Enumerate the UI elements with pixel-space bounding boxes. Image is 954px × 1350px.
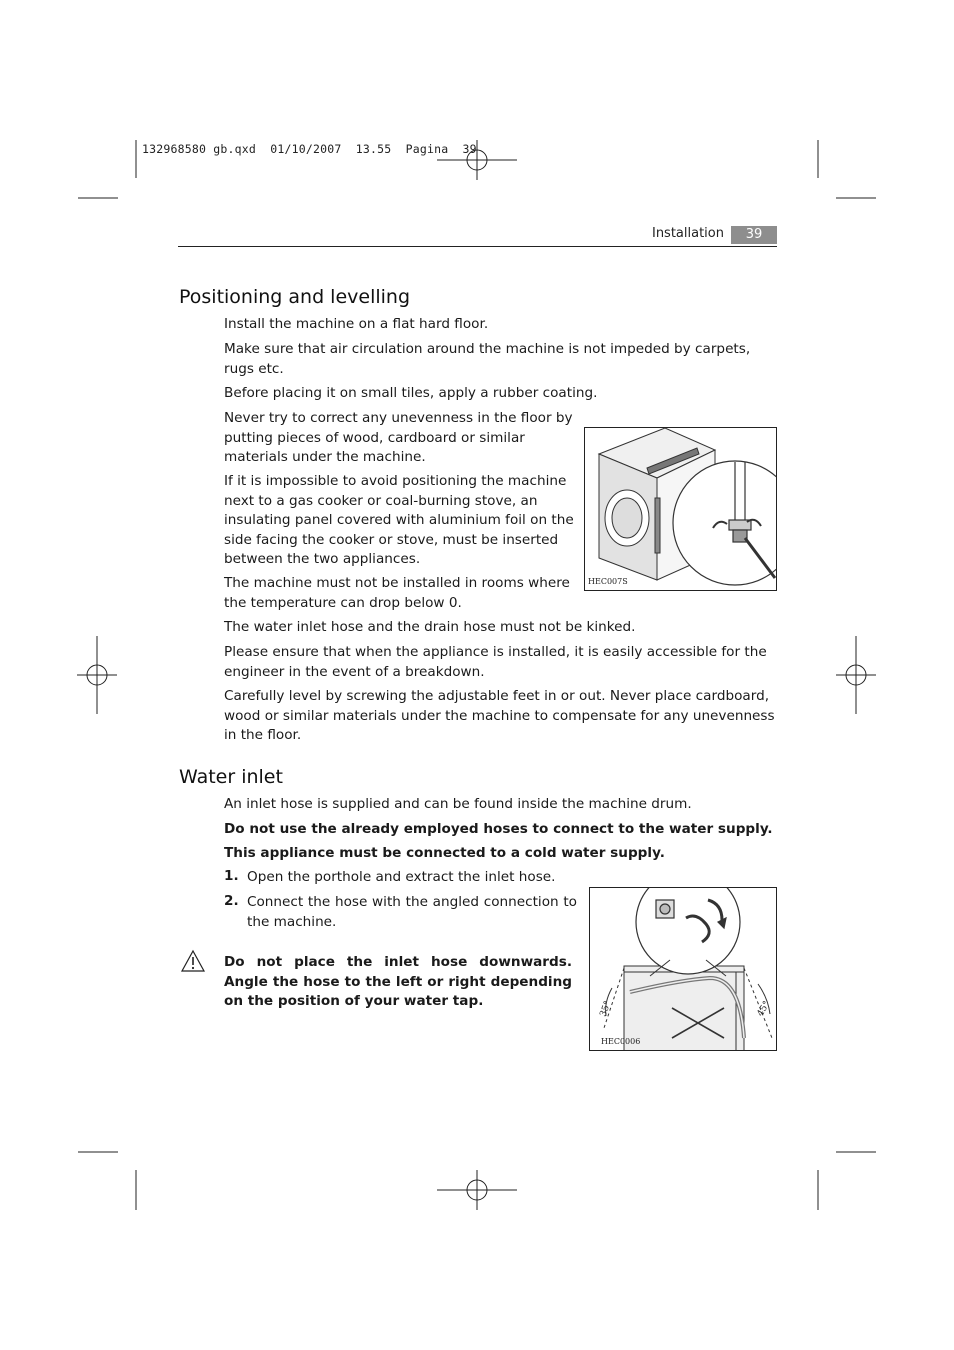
paragraph: The machine must not be installed in rooms where the temperature can drop below 0.: [224, 575, 570, 611]
running-header-section: Installation: [651, 226, 724, 241]
section-title-positioning: Positioning and levelling: [179, 286, 411, 308]
header-rule: [178, 246, 777, 247]
step-number: 2.: [224, 893, 239, 909]
washing-machine-feet-illustration: [585, 428, 776, 590]
inlet-hose-illustration: [590, 888, 776, 1050]
bold-note: Do not use the already employed hoses to connect to the water supply.: [224, 821, 773, 837]
paragraph: An inlet hose is supplied and can be found inside the machine drum.: [224, 796, 692, 812]
step-number: 1.: [224, 868, 239, 884]
figure-levelling-feet: [584, 427, 777, 591]
step-text: Open the porthole and extract the inlet hose.: [247, 869, 556, 885]
warning-text: Do not place the inlet hose downwards. Angle the hose to the left or right depending on the position of your water tap.: [224, 954, 572, 1009]
paragraph: Carefully level by screwing the adjustable feet in or out. Never place cardboard, wood or similar materials under the machine to compensate for any unevenness in the floor.: [224, 688, 775, 743]
paragraph: Never try to correct any unevenness in the floor by putting pieces of wood, cardboard or similar materials under the machine.: [224, 410, 573, 465]
paragraph: Please ensure that when the appliance is installed, it is easily accessible for the engineer in the event of a breakdown.: [224, 644, 767, 680]
bold-note: This appliance must be connected to a cold water supply.: [224, 845, 665, 861]
figure-code: HEC0006: [601, 1037, 641, 1046]
paragraph: Make sure that air circulation around the machine is not impeded by carpets, rugs etc.: [224, 341, 751, 377]
step-text: Connect the hose with the angled connection to the machine.: [247, 894, 577, 930]
section-title-water-inlet: Water inlet: [179, 766, 283, 788]
paragraph: Before placing it on small tiles, apply a rubber coating.: [224, 385, 598, 401]
page-number: 39: [731, 226, 777, 244]
figure-inlet-hose: [589, 887, 777, 1051]
paragraph: If it is impossible to avoid positioning the machine next to a gas cooker or coal-burning stove, an insulating panel covered with aluminium foil on the side facing the cooker or stove, must be inserted between the two appliances.: [224, 473, 574, 567]
paragraph: Install the machine on a flat hard floor.: [224, 316, 489, 332]
angle-label-left: 35°: [598, 999, 614, 1019]
paragraph: The water inlet hose and the drain hose must not be kinked.: [224, 619, 636, 635]
print-slug: 132968580 gb.qxd 01/10/2007 13.55 Pagina 39: [142, 142, 477, 156]
figure-code: HEC007S: [588, 577, 628, 586]
warning-icon: [180, 949, 206, 973]
angle-label-right: 45°: [755, 999, 773, 1019]
